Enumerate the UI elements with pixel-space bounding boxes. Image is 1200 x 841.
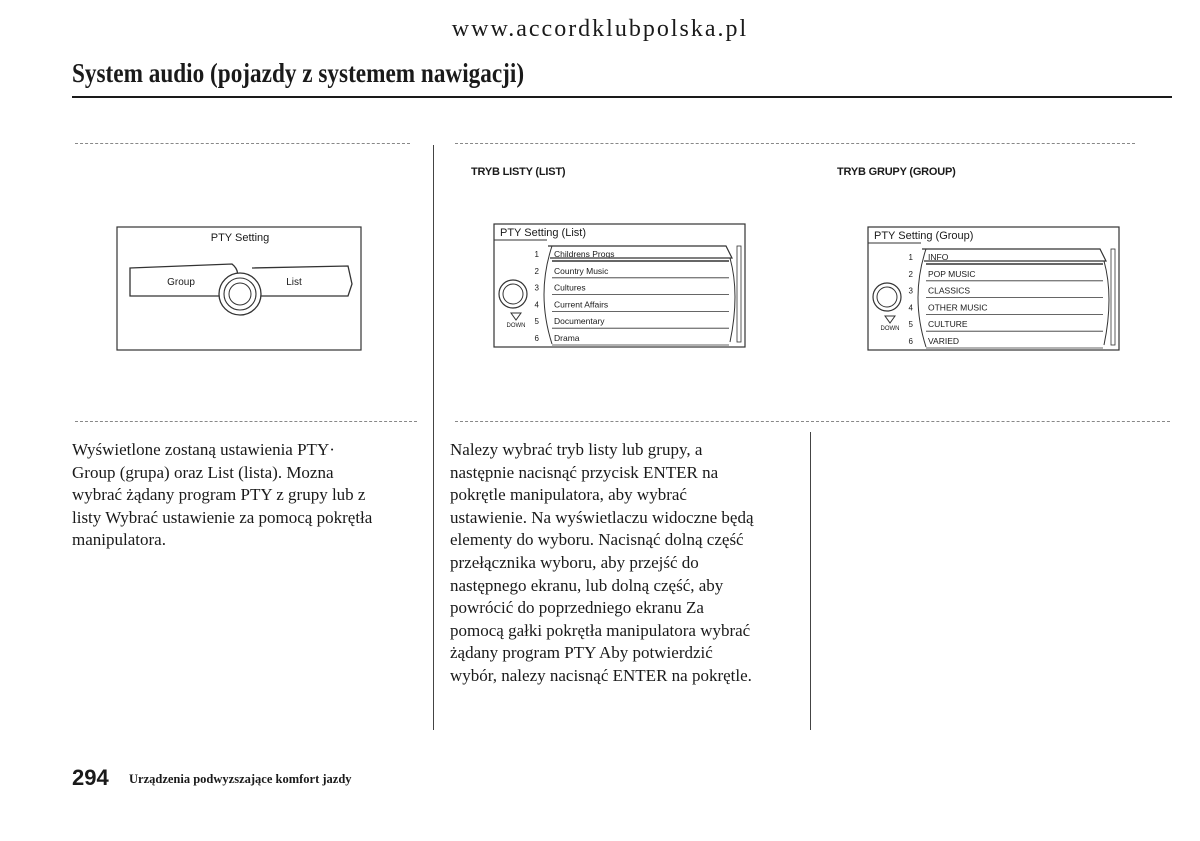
pty-setting-diagram (110, 220, 370, 355)
selector-dial-icon (219, 273, 261, 315)
row-number: 6 (534, 334, 539, 343)
footer-section-title: Urządzenia podwyzszające komfort jazdy (129, 772, 352, 786)
text-line: wybrać żądany program PTY z grupy lub z (72, 485, 366, 505)
row-number: 5 (908, 320, 913, 330)
divider-top-right (455, 143, 1135, 144)
divider-mid-right (455, 421, 1170, 422)
row-number: 6 (908, 337, 913, 346)
text-line: Group (grupa) oraz List (lista). Mozna (72, 462, 334, 482)
menu-row[interactable]: CULTURE (928, 319, 968, 330)
pty-group-title: PTY Setting (Group) (874, 230, 974, 242)
row-number: 1 (534, 250, 539, 259)
menu-row[interactable]: Childrens Progs (554, 249, 615, 259)
pty-list-title: PTY Setting (List) (500, 227, 586, 239)
menu-row[interactable]: Documentary (554, 316, 605, 327)
option-group: Group (167, 277, 195, 288)
menu-row[interactable]: Country Music (554, 265, 609, 276)
row-number: 1 (908, 253, 913, 262)
column-divider-right (810, 432, 811, 730)
text-line: pokrętle manipulatora, aby wybrać (450, 485, 687, 505)
paragraph-left (72, 439, 427, 552)
pty-group-screen (866, 225, 1122, 353)
pty-setting-title: PTY Setting (210, 232, 270, 244)
divider-mid-left (75, 421, 417, 422)
title-rule (72, 96, 1172, 98)
menu-row[interactable]: Drama (554, 333, 580, 343)
list-dial-label: DOWN (506, 323, 526, 329)
paragraph-right (450, 439, 802, 688)
menu-row[interactable]: VARIED (928, 336, 960, 346)
row-number: 4 (534, 300, 539, 310)
text-line: żądany program PTY Aby potwierdzić (450, 643, 713, 663)
row-number: 3 (908, 286, 913, 296)
row-number: 4 (908, 303, 913, 313)
text-line: przełącznika wyboru, aby przejść do (450, 552, 699, 572)
menu-row[interactable]: Current Affairs (554, 299, 609, 310)
group-mode-label: TRYB GRUPY (GROUP) (837, 166, 956, 178)
row-number: 2 (534, 266, 539, 276)
menu-row[interactable]: POP MUSIC (928, 268, 976, 279)
row-number: 5 (534, 317, 539, 327)
text-line: następnego ekranu, lub dolną część, aby (450, 575, 724, 595)
group-dial-icon (873, 283, 901, 311)
text-line: manipulatora. (72, 530, 166, 550)
text-line: listy Wybrać ustawienie za pomocą pokrętła (72, 507, 373, 527)
text-line: pomocą gałki pokrętła manipulatora wybrać (450, 620, 751, 640)
menu-row[interactable]: OTHER MUSIC (928, 302, 988, 313)
page-number: 294 (72, 765, 109, 790)
column-divider-main (433, 145, 434, 730)
pty-list-screen (492, 222, 748, 350)
divider-top-left (75, 143, 410, 144)
text-line: powrócić do poprzedniego ekranu Za (450, 598, 704, 618)
menu-row[interactable]: Cultures (554, 282, 586, 293)
text-line: Nalezy wybrać tryb listy lub grupy, a (450, 440, 703, 459)
row-number: 3 (534, 283, 539, 293)
text-line: ustawienie. Na wyświetlaczu widoczne będą (450, 507, 754, 527)
text-line: elementy do wyboru. Nacisnąć dolną część (450, 530, 744, 550)
row-number: 2 (908, 269, 913, 279)
site-url: www.accordklubpolska.pl (451, 16, 749, 42)
list-dial-icon (499, 280, 527, 308)
list-mode-label: TRYB LISTY (LIST) (471, 166, 566, 178)
page-title: System audio (pojazdy z systemem nawigacji) (72, 58, 525, 88)
text-line: Wyświetlone zostaną ustawienia PTY· (72, 440, 335, 459)
text-line: następnie nacisnąć przycisk ENTER na (450, 462, 719, 482)
option-list: List (286, 277, 302, 288)
menu-row[interactable]: INFO (928, 252, 949, 262)
text-line: wybór, nalezy nacisnąć ENTER na pokrętle. (450, 665, 752, 685)
menu-row[interactable]: CLASSICS (928, 285, 971, 296)
group-dial-label: DOWN (880, 326, 900, 332)
